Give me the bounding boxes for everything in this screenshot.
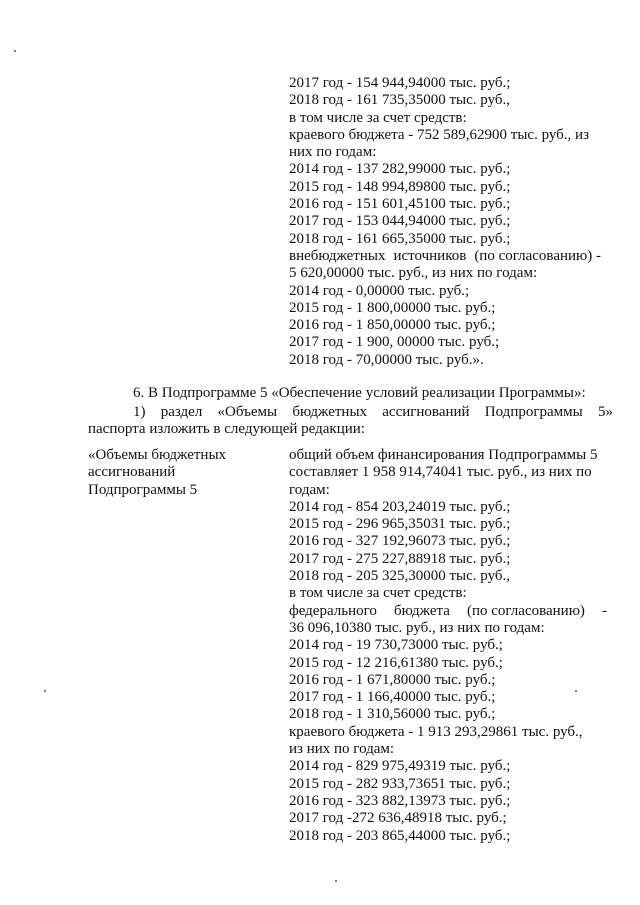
text-line: 2017 год - 1 166,40000 тыс. руб.; xyxy=(289,689,496,706)
paragraph-item-1 xyxy=(88,404,613,439)
text-line: 2018 год - 161 665,35000 тыс. руб.; xyxy=(289,230,511,247)
text-line: 2018 год - 203 865,44000 тыс. руб.; xyxy=(289,827,511,844)
text-line: 2014 год - 137 282,99000 тыс. руб.; xyxy=(289,161,511,178)
text-line: 2014 год - 19 730,73000 тыс. руб.; xyxy=(289,637,503,654)
table-left-cell xyxy=(88,447,278,499)
text-line: ассигнований xyxy=(88,464,176,481)
scan-speck xyxy=(575,690,577,692)
scan-speck xyxy=(14,50,16,52)
text-line: «Объемы бюджетных xyxy=(88,447,227,463)
text-line: 2015 год - 282 933,73651 тыс. руб.; xyxy=(289,775,511,792)
text-line: годам: xyxy=(289,481,330,498)
text-line: паспорта изложить в следующей редакции: xyxy=(88,421,365,438)
text-line: 2017 год - 1 900, 00000 тыс. руб.; xyxy=(289,334,500,351)
text-line: 2017 год - 275 227,88918 тыс. руб.; xyxy=(289,550,511,567)
text-line: 2015 год - 12 216,61380 тыс. руб.; xyxy=(289,654,503,671)
text-line: в том числе за счет средств: xyxy=(289,585,467,602)
word: - xyxy=(601,602,607,619)
word: Подпрограммы xyxy=(484,404,583,420)
text-line: них по годам: xyxy=(289,144,377,161)
text-line: из них по годам: xyxy=(289,741,395,758)
text-line: 36 096,10380 тыс. руб., из них по годам: xyxy=(289,619,545,636)
text-line: 2016 год - 327 192,96073 тыс. руб.; xyxy=(289,533,511,550)
word: (по согласованию) - xyxy=(474,247,601,264)
word: 5» xyxy=(597,404,613,420)
text-line: 2018 год - 161 735,35000 тыс. руб., xyxy=(289,92,511,109)
word: федерального xyxy=(289,602,377,619)
word: (по согласованию) xyxy=(466,602,585,619)
text-line: в том числе за счет средств: xyxy=(289,109,467,126)
text-line: 2015 год - 148 994,89800 тыс. руб.; xyxy=(289,178,511,195)
text-line: 2018 год - 1 310,56000 тыс. руб.; xyxy=(289,706,496,723)
text-line: 2016 год - 1 850,00000 тыс. руб.; xyxy=(289,317,496,334)
scan-speck xyxy=(335,880,337,882)
text-line: 2016 год - 151 601,45100 тыс. руб.; xyxy=(289,196,511,213)
table-right-cell xyxy=(289,447,611,845)
word: бюджета xyxy=(393,602,450,619)
text-line-justified xyxy=(289,248,601,265)
paragraph-6: 6. В Подпрограмме 5 «Обеспечение условий реализации Программы»: xyxy=(133,385,586,401)
text-line: краевого бюджета - 752 589,62900 тыс. руб., из xyxy=(289,126,590,143)
word: раздел xyxy=(160,404,203,420)
word: бюджетных xyxy=(292,404,368,420)
text-line: 2015 год - 296 965,35031 тыс. руб.; xyxy=(289,516,511,533)
text-line: 2017 год - 154 944,94000 тыс. руб.; xyxy=(289,75,511,91)
word: источников xyxy=(393,247,467,264)
text-line: 2018 год - 70,00000 тыс. руб.». xyxy=(289,351,484,368)
text-line: Подпрограммы 5 xyxy=(88,481,198,498)
text-line: 2016 год - 323 882,13973 тыс. руб.; xyxy=(289,792,511,809)
text-line: 5 620,00000 тыс. руб., из них по годам: xyxy=(289,265,538,282)
text-line: 2016 год - 1 671,80000 тыс. руб.; xyxy=(289,671,496,688)
text-line: 2017 год - 153 044,94000 тыс. руб.; xyxy=(289,213,511,230)
text-line-justified xyxy=(289,603,607,620)
text-line: 2017 год -272 636,48918 тыс. руб.; xyxy=(289,810,507,827)
word: «Объемы xyxy=(217,404,278,420)
text-line: 2015 год - 1 800,00000 тыс. руб.; xyxy=(289,299,496,316)
word: внебюджетных xyxy=(289,247,386,264)
word: ассигнований xyxy=(382,404,470,420)
text-line: краевого бюджета - 1 913 293,29861 тыс. руб., xyxy=(289,723,583,740)
text-line: 2014 год - 0,00000 тыс. руб.; xyxy=(289,282,470,299)
top-funding-block xyxy=(289,75,611,369)
text-line-justified xyxy=(88,404,613,421)
text-line: общий объем финансирования Подпрограммы 5 xyxy=(289,447,598,463)
scan-speck xyxy=(44,690,46,692)
text-line: составляет 1 958 914,74041 тыс. руб., из них по xyxy=(289,464,592,481)
text-line: 2014 год - 829 975,49319 тыс. руб.; xyxy=(289,758,511,775)
word: 1) xyxy=(133,404,146,420)
text-line: 2018 год - 205 325,30000 тыс. руб., xyxy=(289,568,511,585)
text-line: 2014 год - 854 203,24019 тыс. руб.; xyxy=(289,498,511,515)
